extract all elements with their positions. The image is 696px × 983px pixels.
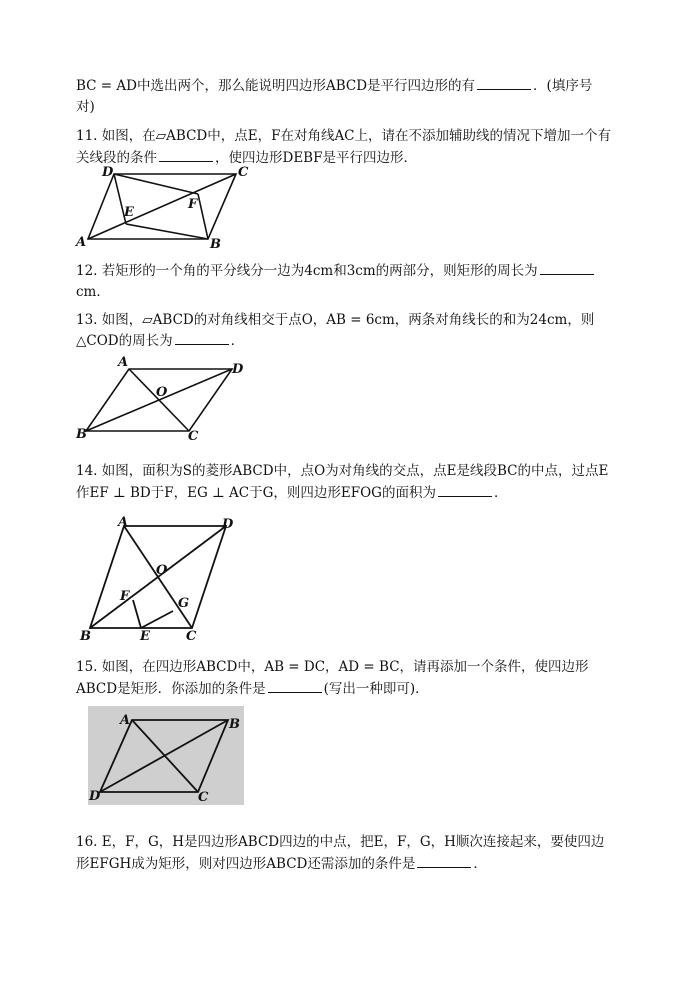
q15-label-c: C xyxy=(198,790,209,805)
q14-label-o: O xyxy=(156,563,168,578)
q10-answer-blank[interactable] xyxy=(477,77,531,90)
q10-text-b: ．(填序号 xyxy=(533,78,593,94)
q15-answer-blank[interactable] xyxy=(268,680,322,693)
q14-label-c: C xyxy=(186,629,197,644)
q16-line1: 16. E，F，G，H是四边形ABCD四边的中点，把E，F，G，H顺次连接起来，要使四边 xyxy=(76,834,605,850)
q13-figure xyxy=(74,354,254,444)
q13-label-d: D xyxy=(232,362,244,377)
q14-label-f: F xyxy=(120,589,130,604)
q12-answer-blank[interactable] xyxy=(540,262,594,275)
q11-text-b: ，使四边形DEBF是平行四边形． xyxy=(215,150,417,166)
q15-line1: 15. 如图，在四边形ABCD中，AB = DC，AD = BC，请再添加一个条件，使四边形 xyxy=(76,659,589,675)
q13-label-o: O xyxy=(156,385,168,400)
q13-answer-blank[interactable] xyxy=(175,332,229,345)
q14-answer-blank[interactable] xyxy=(438,484,492,497)
q10-line2: 对) xyxy=(76,99,95,115)
q12-line1 xyxy=(76,262,596,280)
q14-line2 xyxy=(76,484,507,502)
q10-text-a: BC = AD中选出两个，那么能说明四边形ABCD是平行四边形的有 xyxy=(76,78,476,94)
q14-label-e: E xyxy=(140,629,150,644)
q13-label-c: C xyxy=(188,429,199,444)
q10-line1 xyxy=(76,77,592,95)
q15-figure xyxy=(88,706,244,805)
q11-label-f: F xyxy=(188,197,198,212)
q14-text-b: ． xyxy=(493,485,508,501)
q14-figure xyxy=(76,514,246,646)
q11-label-a: A xyxy=(76,235,87,250)
q15-line2 xyxy=(76,680,429,698)
q11-label-b: B xyxy=(210,237,221,252)
q14-line1: 14. 如图，面积为S的菱形ABCD中，点O为对角线的交点，点E是线段BC的中点，过点E xyxy=(76,463,609,479)
q13-line2 xyxy=(76,332,244,350)
q16-answer-blank[interactable] xyxy=(417,855,471,868)
q14-label-d: D xyxy=(222,517,234,532)
q14-label-b: B xyxy=(80,629,91,644)
q15-label-b: B xyxy=(229,717,240,732)
q14-text-a: 作EF ⊥ BD于F，EG ⊥ AC于G，则四边形EFOG的面积为 xyxy=(76,485,436,501)
q16-text-b: ． xyxy=(473,856,487,872)
q11-figure xyxy=(74,164,254,252)
q14-label-a: A xyxy=(118,515,129,530)
q13-label-a: A xyxy=(118,355,129,370)
q11-line1: 11. 如图，在▱ABCD中，点E，F在对角线AC上，请在不添加辅助线的情况下增加一个有 xyxy=(76,128,612,144)
q13-line1: 13. 如图，▱ABCD的对角线相交于点O，AB = 6cm，两条对角线长的和为24cm，则 xyxy=(76,312,595,328)
q15-label-d: D xyxy=(89,789,101,804)
q15-label-a: A xyxy=(120,713,131,728)
q12-text-a: 12. 若矩形的一个角的平分线分一边为4cm和3cm的两部分，则矩形的周长为 xyxy=(76,263,538,279)
q11-text-a: 关线段的条件 xyxy=(76,150,157,166)
q11-answer-blank[interactable] xyxy=(159,149,213,162)
q11-label-d: D xyxy=(102,165,114,180)
q16-line2 xyxy=(76,855,487,873)
q15-text-a: ABCD是矩形．你添加的条件是 xyxy=(76,681,266,697)
q13-label-b: B xyxy=(76,427,87,442)
q11-label-c: C xyxy=(238,165,249,180)
q16-text-a: 形EFGH成为矩形，则对四边形ABCD还需添加的条件是 xyxy=(76,856,416,872)
q13-text-b: ． xyxy=(230,333,245,349)
q13-text-a: △COD的周长为 xyxy=(76,333,173,349)
q14-label-g: G xyxy=(178,596,190,611)
q15-text-b: (写出一种即可)． xyxy=(323,681,429,697)
q11-label-e: E xyxy=(124,205,134,220)
q12-line2: cm． xyxy=(76,284,110,300)
